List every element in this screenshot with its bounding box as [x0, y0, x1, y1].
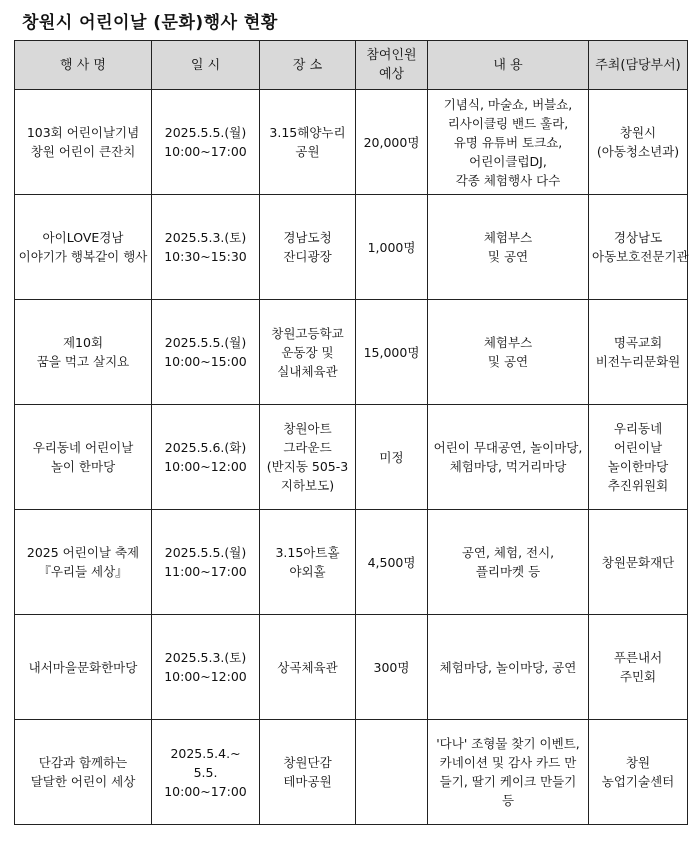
cell-content-line: 체험마당, 먹거리마당: [449, 459, 567, 474]
cell-date-line: 2025.5.3.(토): [164, 650, 247, 665]
cell-name: [15, 510, 152, 615]
header-content: 내 용: [428, 41, 589, 90]
cell-name-line: 2025 어린이날 축제: [26, 545, 140, 560]
cell-host-line: 창원시: [619, 125, 657, 140]
cell-host: [589, 405, 688, 510]
cell-content-line: 공연, 체험, 전시,: [461, 545, 555, 560]
table-row: [15, 90, 688, 195]
cell-host: [589, 90, 688, 195]
cell-content-line: 체험부스: [483, 230, 533, 245]
cell-content-line: 유명 유튜버 토크쇼,: [453, 134, 563, 150]
cell-host: [589, 720, 688, 825]
cell-place-line: 지하보도): [280, 478, 335, 493]
cell-name: [15, 195, 152, 300]
cell-date-line: 10:00~17:00: [164, 144, 247, 159]
cell-name-line: 내서마을문화한마당: [28, 659, 138, 675]
cell-name-line: 제10회: [62, 335, 104, 350]
cell-host: [589, 510, 688, 615]
cell-content-line: 리사이클링 밴드 훌라,: [447, 115, 569, 131]
cell-date-line: 10:00~15:00: [164, 354, 247, 369]
cell-content-line: 들기, 딸기 케이크 만들기: [439, 774, 577, 789]
cell-place-line: 테마공원: [283, 774, 332, 789]
cell-name-line: 우리동네 어린이날: [32, 440, 134, 455]
cell-place-line: 실내체육관: [277, 363, 338, 379]
cell-host-line: 추진위원회: [607, 478, 669, 493]
cell-content-line: 및 공연: [487, 249, 529, 264]
cell-place-line: 상곡체육관: [277, 659, 338, 675]
cell-date: [152, 90, 260, 195]
cell-date: [152, 510, 260, 615]
table-row: [15, 720, 688, 825]
cell-host-line: 창원: [625, 755, 651, 770]
cell-place-line: 경남도청: [283, 230, 332, 245]
cell-attendance: 300명: [356, 615, 428, 720]
cell-name: [15, 720, 152, 825]
cell-place: [260, 510, 356, 615]
cell-host-line: 비전누리문화원: [595, 354, 681, 369]
cell-place-line: 운동장 및: [281, 344, 334, 360]
table-row: [15, 405, 688, 510]
cell-name-line: 달달한 어린이 세상: [30, 774, 136, 789]
cell-content-line: 등: [501, 793, 515, 808]
cell-date-line: 2025.5.6.(화): [164, 440, 247, 455]
cell-content: [428, 90, 589, 195]
cell-host: [589, 195, 688, 300]
cell-content: [428, 300, 589, 405]
cell-content: [428, 195, 589, 300]
header-attendance-line: 참여인원: [366, 48, 417, 63]
cell-content-line: 기념식, 마술쇼, 버블쇼,: [443, 96, 573, 112]
cell-date: [152, 195, 260, 300]
header-attendance-line: 예상: [378, 67, 405, 82]
cell-attendance: 1,000명: [356, 195, 428, 300]
cell-date-line: 2025.5.5.(월): [164, 125, 247, 140]
cell-date-line: 10:00~12:00: [164, 459, 247, 474]
cell-place: [260, 300, 356, 405]
cell-host-line: 주민회: [619, 669, 657, 684]
cell-host-line: 경상남도: [613, 230, 663, 245]
cell-host-line: 어린이날: [613, 440, 663, 455]
cell-place-line: 공원: [295, 144, 320, 159]
cell-host-line: 놀이한마당: [607, 459, 669, 474]
cell-date-line: 5.5.: [193, 764, 218, 780]
table-row: [15, 300, 688, 405]
cell-name-line: 『우리들 세상』: [38, 564, 128, 579]
cell-place-line: (반지동 505-3: [266, 459, 349, 474]
cell-host-line: 농업기술센터: [601, 774, 675, 789]
cell-date: [152, 405, 260, 510]
cell-name-line: 이야기가 행복같이 행사: [18, 249, 148, 264]
cell-host: [589, 615, 688, 720]
cell-attendance: 15,000명: [356, 300, 428, 405]
cell-name-line: 단감과 함께하는: [38, 755, 128, 770]
cell-host-line: 창원문화재단: [601, 554, 675, 570]
cell-date-line: 2025.5.5.(월): [164, 545, 247, 560]
cell-place: [260, 405, 356, 510]
cell-place: [260, 615, 356, 720]
cell-place-line: 그라운드: [283, 440, 332, 455]
header-place: 장 소: [260, 41, 356, 90]
cell-content-line: 카네이션 및 감사 카드 만: [439, 755, 577, 770]
table-row: [15, 510, 688, 615]
cell-name: [15, 405, 152, 510]
cell-name-line: 103회 어린이날기념: [26, 125, 140, 140]
cell-content-line: 플리마켓 등: [475, 564, 541, 579]
event-table: [14, 40, 688, 825]
cell-content-line: 각종 체험행사 다수: [455, 172, 561, 188]
cell-content-line: 체험부스: [483, 335, 533, 350]
cell-content-line: 어린이 무대공연, 놀이마당,: [433, 440, 583, 455]
cell-date-line: 10:30~15:30: [164, 249, 247, 264]
cell-place-line: 창원단감: [283, 755, 332, 770]
cell-content-line: 어린이클럽DJ,: [469, 153, 547, 169]
cell-content: [428, 720, 589, 825]
cell-date-line: 11:00~17:00: [164, 564, 247, 579]
header-date: 일 시: [152, 41, 260, 90]
cell-host-line: 우리동네: [613, 421, 663, 436]
header-attendance: [356, 41, 428, 90]
cell-content-line: 체험마당, 놀이마당, 공연: [439, 659, 577, 675]
cell-place-line: 창원아트: [283, 421, 332, 436]
cell-place-line: 창원고등학교: [271, 325, 344, 341]
cell-attendance: 4,500명: [356, 510, 428, 615]
cell-name-line: 꿈을 먹고 살지요: [36, 354, 130, 369]
cell-name: [15, 90, 152, 195]
cell-date-line: 2025.5.3.(토): [164, 230, 247, 245]
cell-host-line: 푸른내서: [613, 650, 663, 665]
cell-name: [15, 300, 152, 405]
cell-content-line: '다나' 조형물 찾기 이벤트,: [436, 736, 580, 751]
cell-name: [15, 615, 152, 720]
cell-place: [260, 90, 356, 195]
cell-date-line: 2025.5.4.~: [170, 745, 241, 761]
cell-place-line: 잔디광장: [283, 249, 332, 264]
cell-content: [428, 510, 589, 615]
cell-place-line: 야외홀: [289, 564, 326, 579]
table-header-row: [15, 41, 688, 90]
cell-place: [260, 195, 356, 300]
cell-place-line: 3.15해양누리: [269, 125, 346, 140]
cell-attendance: [356, 720, 428, 825]
cell-name-line: 아이LOVE경남: [42, 230, 124, 245]
page-title: 창원시 어린이날 (문화)행사 현황: [22, 13, 278, 33]
cell-host-line: 명곡교회: [613, 335, 663, 350]
table-row: [15, 195, 688, 300]
cell-name-line: 창원 어린이 큰잔치: [30, 144, 136, 159]
cell-date: [152, 615, 260, 720]
cell-place-line: 3.15아트홀: [275, 545, 340, 560]
cell-host-line: 아동보호전문기관: [592, 249, 689, 264]
header-name: 행 사 명: [15, 41, 152, 90]
cell-content-line: 및 공연: [487, 354, 529, 369]
cell-date: [152, 720, 260, 825]
cell-attendance: 미정: [356, 405, 428, 510]
cell-date-line: 10:00~12:00: [164, 669, 247, 684]
cell-date-line: 10:00~17:00: [164, 783, 247, 799]
cell-content: [428, 615, 589, 720]
cell-attendance: 20,000명: [356, 90, 428, 195]
header-host: 주최(담당부서): [589, 41, 688, 90]
cell-name-line: 놀이 한마당: [50, 459, 116, 474]
cell-date-line: 2025.5.5.(월): [164, 335, 247, 350]
table-row: [15, 615, 688, 720]
cell-host: [589, 300, 688, 405]
cell-place: [260, 720, 356, 825]
cell-content: [428, 405, 589, 510]
cell-host-line: (아동청소년과): [596, 144, 680, 159]
cell-date: [152, 300, 260, 405]
